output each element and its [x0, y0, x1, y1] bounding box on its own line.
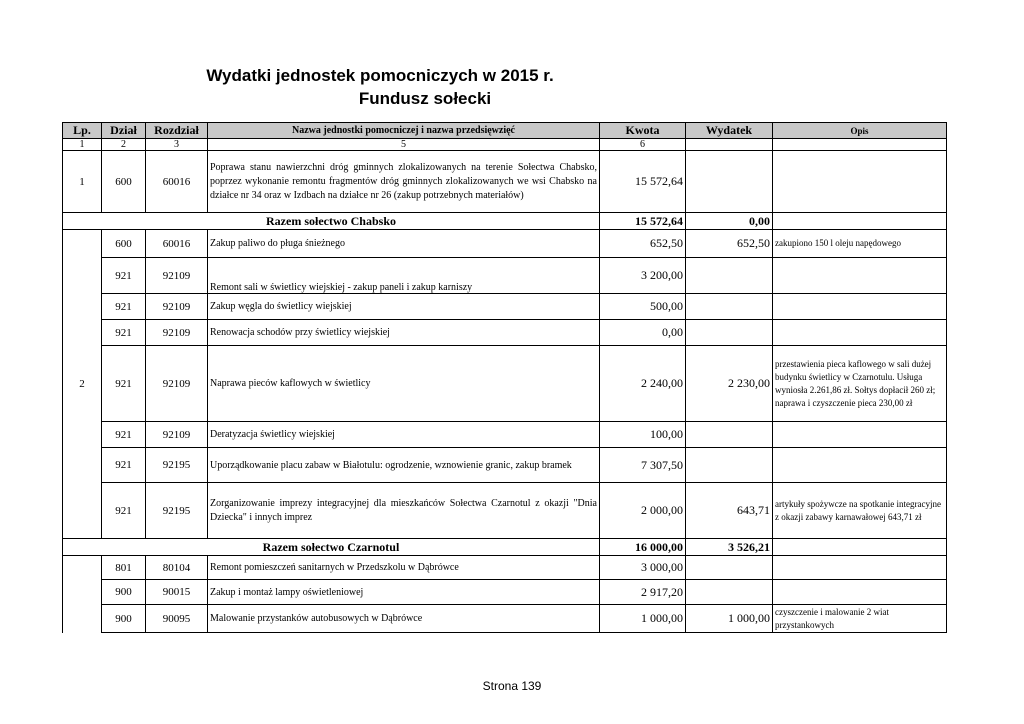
kwota-cell: 15 572,64 [600, 151, 686, 213]
dzial-cell: 921 [102, 258, 146, 294]
total-row [63, 539, 947, 556]
rozdzial-cell: 60016 [146, 151, 208, 213]
nazwa-cell: Zakup węgla do świetlicy wiejskiej [208, 294, 600, 320]
wydatek-cell [686, 294, 773, 320]
total-wydatek: 0,00 [686, 213, 773, 230]
opis-cell: zakupiono 150 l oleju napędowego [773, 230, 947, 258]
nazwa-cell: Malowanie przystanków autobusowych w Dąbrówce [208, 605, 600, 633]
dzial-cell: 921 [102, 422, 146, 448]
table-row [63, 422, 947, 448]
opis-cell [773, 448, 947, 483]
table-row [63, 258, 947, 294]
table-row [63, 346, 947, 422]
dzial-cell: 801 [102, 556, 146, 580]
nazwa-cell: Zorganizowanie imprezy integracyjnej dla mieszkańców Sołectwa Czarnotul z okazji "Dnia Dziecka" i innych imprez [208, 483, 600, 539]
opis-cell: artykuły spożywcze na spotkanie integracyjne z okazji zabawy karnawałowej 643,71 zł [773, 483, 947, 539]
opis-cell: przestawienia pieca kaflowego w sali dużej budynku świetlicy w Czarnotulu. Usługa wyniosła 2.261,86 zł. Sołtys dopłacił 260 zł; naprawa i czyszczenie pieca 230,00 zł [773, 346, 947, 422]
kwota-cell: 2 917,20 [600, 580, 686, 605]
dzial-cell: 921 [102, 320, 146, 346]
kwota-cell: 0,00 [600, 320, 686, 346]
table-row [63, 580, 947, 605]
nazwa-cell: Remont pomieszczeń sanitarnych w Przedszkolu w Dąbrówce [208, 556, 600, 580]
opis-cell [773, 422, 947, 448]
nazwa-cell: Uporządkowanie placu zabaw w Białotulu: ogrodzenie, wznowienie granic, zakup bramek [208, 448, 600, 483]
rozdzial-cell: 90095 [146, 605, 208, 633]
opis-cell [773, 294, 947, 320]
wydatek-cell [686, 580, 773, 605]
colnum-1: 1 [63, 139, 102, 151]
header-row [63, 123, 947, 139]
kwota-cell: 3 000,00 [600, 556, 686, 580]
wydatek-cell [686, 556, 773, 580]
opis-cell [773, 320, 947, 346]
lp-cell: 2 [63, 230, 102, 539]
table-row [63, 483, 947, 539]
header-nazwa: Nazwa jednostki pomocniczej i nazwa przedsięwzięć [208, 123, 600, 139]
wydatek-cell: 652,50 [686, 230, 773, 258]
opis-cell [773, 258, 947, 294]
opis-cell [773, 151, 947, 213]
opis-cell [773, 556, 947, 580]
wydatek-cell [686, 320, 773, 346]
kwota-cell: 500,00 [600, 294, 686, 320]
wydatek-cell [686, 448, 773, 483]
rozdzial-cell: 92109 [146, 346, 208, 422]
kwota-cell: 2 000,00 [600, 483, 686, 539]
total-kwota: 16 000,00 [600, 539, 686, 556]
wydatek-cell: 2 230,00 [686, 346, 773, 422]
dzial-cell: 600 [102, 151, 146, 213]
lp-cell [63, 556, 102, 633]
total-wydatek: 3 526,21 [686, 539, 773, 556]
colnum-6: 6 [600, 139, 686, 151]
page-subtitle: Fundusz sołecki [358, 89, 492, 108]
wydatek-cell: 643,71 [686, 483, 773, 539]
table-row [63, 448, 947, 483]
nazwa-cell: Remont sali w świetlicy wiejskiej - zakup paneli i zakup karniszy [208, 258, 600, 294]
rozdzial-cell: 92109 [146, 294, 208, 320]
header-kwota: Kwota [600, 123, 686, 139]
nazwa-cell: Renowacja schodów przy świetlicy wiejskiej [208, 320, 600, 346]
header-opis: Opis [773, 123, 947, 139]
expenses-table [62, 122, 947, 633]
kwota-cell: 100,00 [600, 422, 686, 448]
rozdzial-cell: 92109 [146, 258, 208, 294]
opis-cell: czyszczenie i malowanie 2 wiat przystankowych [773, 605, 947, 633]
table-row [63, 151, 947, 213]
header-dzial: Dział [102, 123, 146, 139]
table-row [63, 556, 947, 580]
colnum-5: 5 [208, 139, 600, 151]
wydatek-cell [686, 151, 773, 213]
table-row [63, 230, 947, 258]
nazwa-cell: Zakup paliwo do pługa śnieżnego [208, 230, 600, 258]
opis-cell [773, 580, 947, 605]
dzial-cell: 900 [102, 605, 146, 633]
dzial-cell: 900 [102, 580, 146, 605]
rozdzial-cell: 90015 [146, 580, 208, 605]
table-row [63, 605, 947, 633]
dzial-cell: 921 [102, 448, 146, 483]
header-rozdzial: Rozdział [146, 123, 208, 139]
total-label: Razem sołectwo Czarnotul [63, 539, 600, 556]
kwota-cell: 1 000,00 [600, 605, 686, 633]
lp-cell: 1 [63, 151, 102, 213]
column-number-row [63, 139, 947, 151]
rozdzial-cell: 80104 [146, 556, 208, 580]
dzial-cell: 921 [102, 346, 146, 422]
page-number: Strona 139 [482, 679, 542, 693]
table-row [63, 320, 947, 346]
colnum-3: 3 [146, 139, 208, 151]
nazwa-cell: Naprawa pieców kaflowych w świetlicy [208, 346, 600, 422]
rozdzial-cell: 92109 [146, 422, 208, 448]
nazwa-cell: Poprawa stanu nawierzchni dróg gminnych zlokalizowanych na terenie Sołectwa Chabsko, poprzez wykonanie remontu fragmentów dróg gminnych zlokalizowanych we wsi Chabsko na działce nr 34 oraz w Izdbach na działce nr 26 (zakup potrzebnych materiałów) [208, 151, 600, 213]
rozdzial-cell: 92195 [146, 448, 208, 483]
colnum-2: 2 [102, 139, 146, 151]
table-row [63, 294, 947, 320]
nazwa-cell: Deratyzacja świetlicy wiejskiej [208, 422, 600, 448]
rozdzial-cell: 92109 [146, 320, 208, 346]
header-wydatek: Wydatek [686, 123, 773, 139]
kwota-cell: 3 200,00 [600, 258, 686, 294]
dzial-cell: 921 [102, 483, 146, 539]
rozdzial-cell: 60016 [146, 230, 208, 258]
page-title: Wydatki jednostek pomocniczych w 2015 r. [206, 66, 554, 85]
kwota-cell: 652,50 [600, 230, 686, 258]
wydatek-cell [686, 258, 773, 294]
wydatek-cell [686, 422, 773, 448]
kwota-cell: 2 240,00 [600, 346, 686, 422]
dzial-cell: 921 [102, 294, 146, 320]
kwota-cell: 7 307,50 [600, 448, 686, 483]
total-kwota: 15 572,64 [600, 213, 686, 230]
dzial-cell: 600 [102, 230, 146, 258]
nazwa-cell: Zakup i montaż lampy oświetleniowej [208, 580, 600, 605]
total-row [63, 213, 947, 230]
total-label: Razem sołectwo Chabsko [63, 213, 600, 230]
header-lp: Lp. [63, 123, 102, 139]
wydatek-cell: 1 000,00 [686, 605, 773, 633]
rozdzial-cell: 92195 [146, 483, 208, 539]
